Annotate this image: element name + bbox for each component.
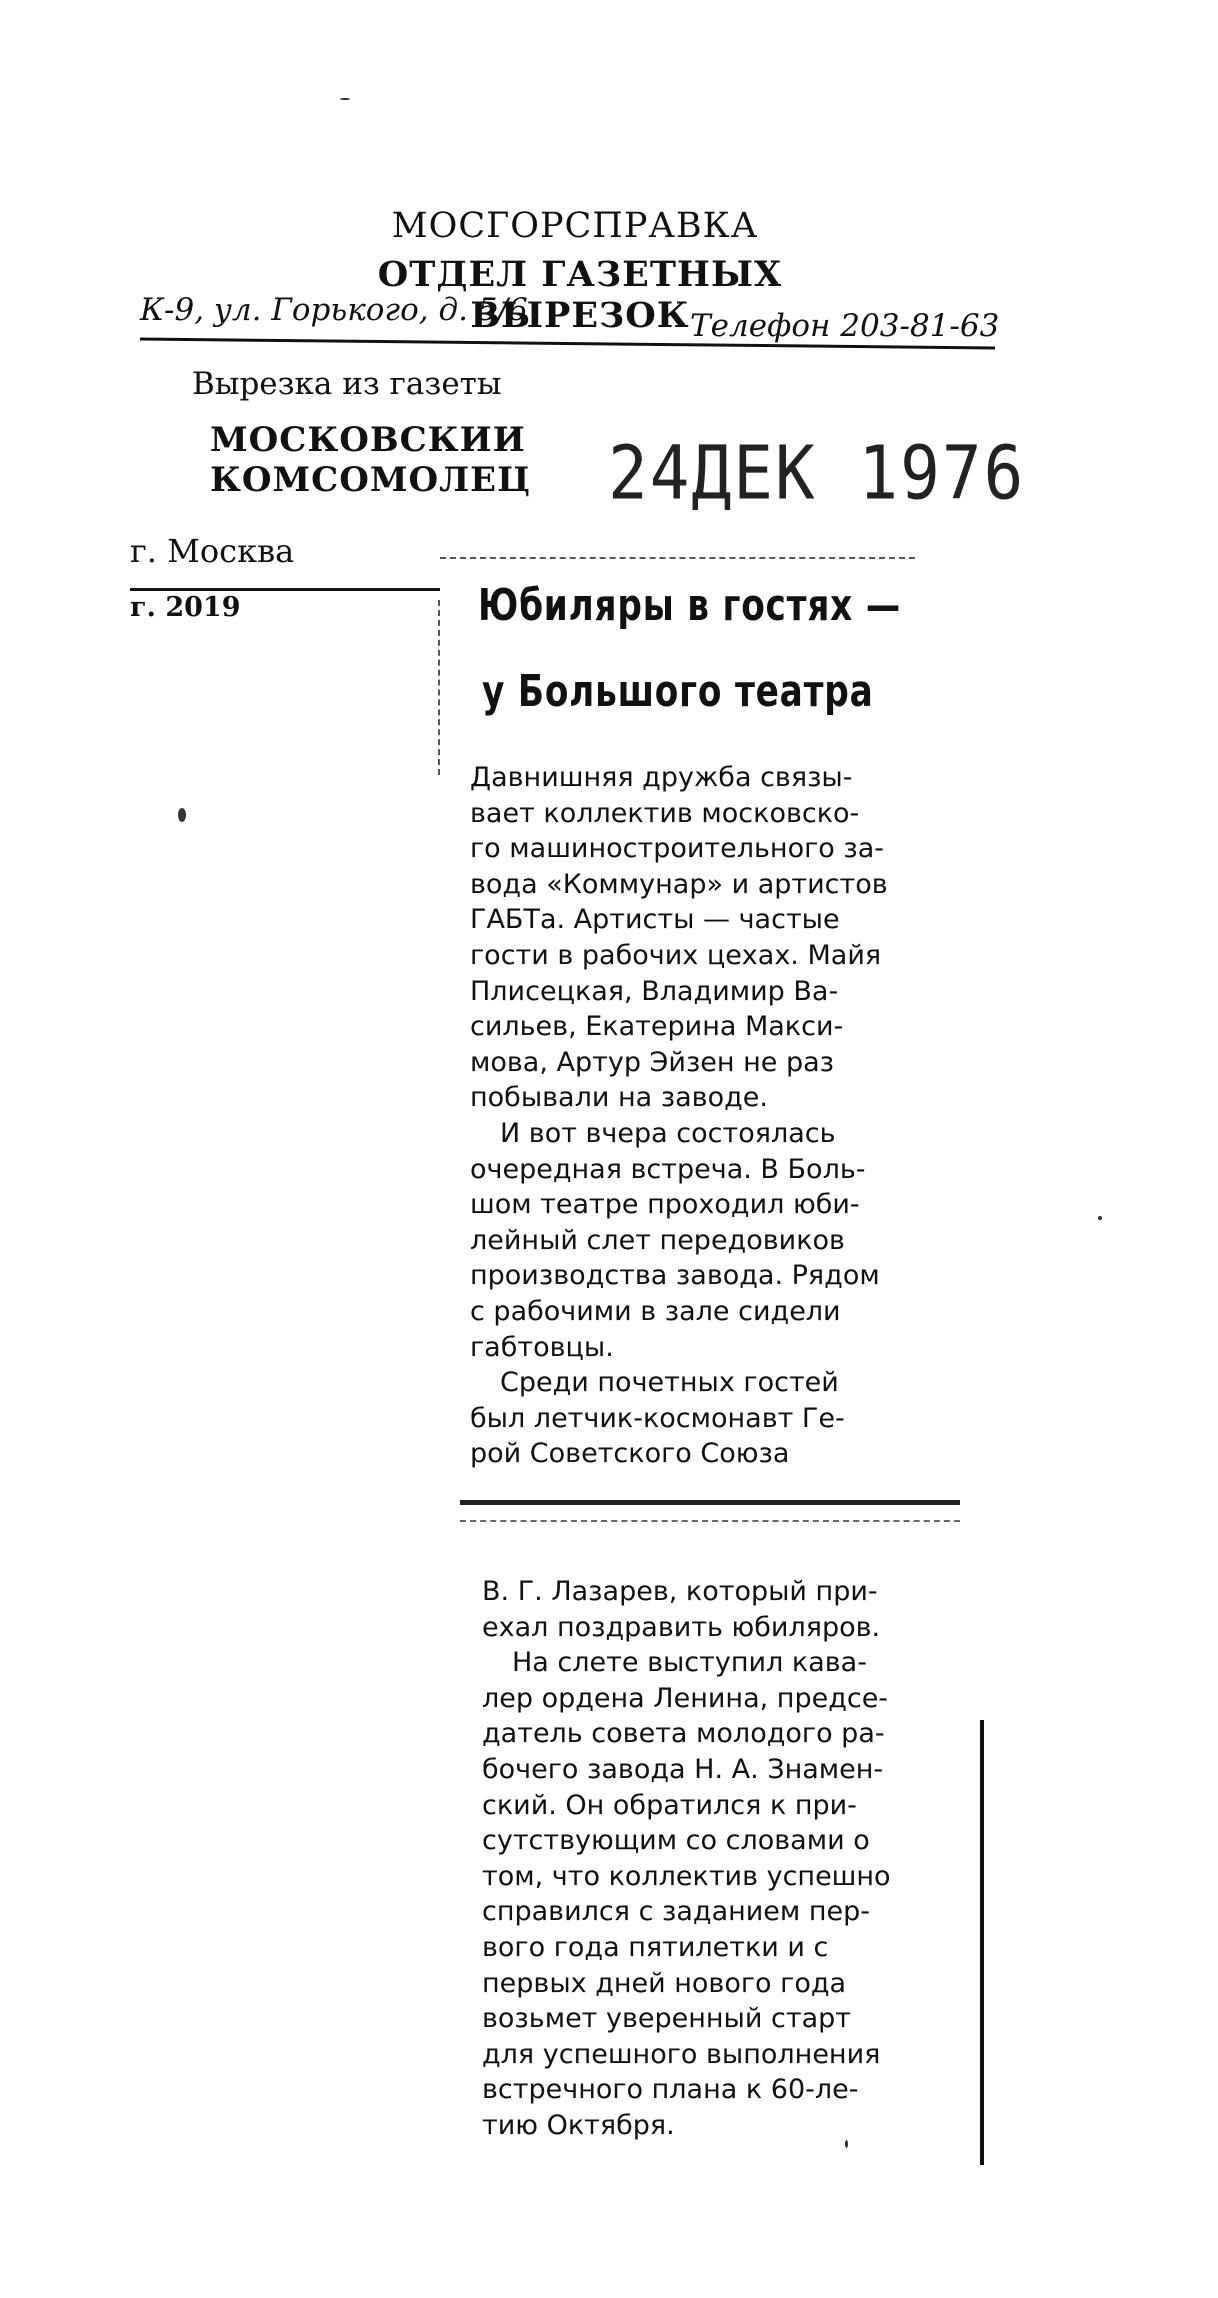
- scan-speck: [845, 2140, 848, 2148]
- article-line: производства завода. Рядом: [470, 1260, 880, 1292]
- clipping-cut-edge-top: [440, 557, 915, 559]
- article-line: На слете выступил кава-: [512, 1647, 867, 1679]
- clipping-cut-edge-left: [438, 600, 440, 775]
- article-line: вода «Коммунар» и артистов: [470, 868, 888, 900]
- article-line: Среди почетных гостей: [500, 1367, 839, 1399]
- article-line: Давнишняя дружба связы-: [470, 762, 853, 793]
- article-line: был летчик-космонавт Ге-: [470, 1402, 845, 1434]
- article-line: датель совета молодого ра-: [482, 1718, 885, 1750]
- article-line: с рабочими в зале сидели: [470, 1295, 841, 1327]
- article-line: бочего завода Н. А. Знамен-: [482, 1753, 884, 1785]
- newspaper-name: [210, 420, 531, 500]
- department-name: ОТДЕЛ ГАЗЕТНЫХ ВЫРЕЗОК: [377, 254, 783, 336]
- column-cut-edge: [460, 1520, 960, 1522]
- article-line: возьмет уверенный старт: [482, 2003, 851, 2035]
- article-line: Плисецкая, Владимир Ва-: [470, 975, 839, 1007]
- newspaper-name-line1: МОСКОВСКИИ: [210, 420, 526, 460]
- issue-number: г. 2019: [130, 592, 241, 623]
- article-line: встречного плана к 60-ле-: [482, 2074, 859, 2106]
- article-line: сутствующим со словами о: [482, 1825, 870, 1857]
- city-label: г. Москва: [130, 532, 295, 570]
- article-column-2: [482, 1574, 972, 2144]
- article-line: И вот вчера состоялась: [500, 1117, 836, 1149]
- newspaper-name-line2: КОМСОМОЛЕЦ: [210, 460, 531, 500]
- column-separator: [460, 1500, 960, 1505]
- article-line: том, что коллектив успешно: [482, 1860, 891, 1892]
- agency-address: К-9, ул. Горького, д. 5/6: [140, 292, 528, 328]
- article-line: го машиностроительного за-: [470, 833, 885, 865]
- agency-name: МОСГОРСПРАВКА: [391, 206, 759, 246]
- article-line: справился с заданием пер-: [482, 1896, 871, 1928]
- article-line: очередная встреча. В Боль-: [470, 1153, 866, 1185]
- article-line: первых дней нового года: [482, 1967, 847, 1999]
- article-line: тию Октября.: [482, 2109, 675, 2141]
- article-line: для успешного выполнения: [482, 2038, 881, 2070]
- city-rule: [130, 588, 440, 591]
- article-line: сильев, Екатерина Макси-: [470, 1011, 844, 1043]
- article-column-1: [470, 760, 960, 1472]
- article-line: ский. Он обратился к при-: [482, 1789, 857, 1821]
- article-line: шом театре проходил юби-: [470, 1189, 860, 1221]
- article-line: В. Г. Лазарев, который при-: [482, 1576, 878, 1607]
- article-line: побывали на заводе.: [470, 1082, 768, 1114]
- date-stamp: 24ДЕК 1976: [608, 430, 1026, 517]
- clipping-label: Вырезка из газеты: [192, 366, 502, 402]
- headline-line1: Юбиляры в гостях —: [478, 580, 901, 631]
- article-line: мова, Артур Эйзен не раз: [470, 1046, 835, 1078]
- column-border-right: [980, 1720, 984, 2165]
- article-line: вает коллектив московско-: [470, 797, 860, 829]
- article-line: гости в рабочих цехах. Майя: [470, 939, 882, 971]
- article-line: лер ордена Ленина, предсе-: [482, 1682, 889, 1714]
- article-line: ехал поздравить юбиляров.: [482, 1611, 881, 1643]
- article-line: вого года пятилетки и с: [482, 1931, 829, 1963]
- scan-speck: [340, 98, 350, 100]
- article-line: рой Советского Союза: [470, 1438, 790, 1470]
- article-line: ГАБТа. Артисты — частые: [470, 904, 840, 936]
- headline-line2: у Большого театра: [482, 666, 874, 717]
- scan-speck: [178, 808, 186, 822]
- agency-phone: Телефон 203-81-63: [690, 308, 1000, 344]
- article-line: габтовцы.: [470, 1331, 614, 1363]
- scan-speck: [1098, 1216, 1102, 1220]
- article-line: лейный слет передовиков: [470, 1224, 845, 1256]
